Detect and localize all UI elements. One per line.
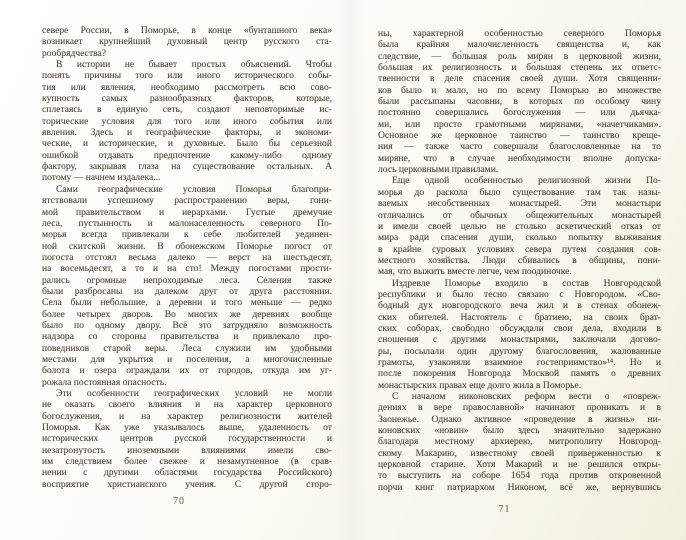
- text-line: Села были небольшие, а деревни и того меньше — редко: [42, 297, 332, 309]
- text-line: ческие, и исторические, и духовные. Было бы серьезной: [42, 138, 332, 150]
- page-number-left: 70: [173, 496, 185, 507]
- page-left-text: [42, 25, 332, 490]
- text-line: мая, что выжить вместе легче, чем поодиночке.: [378, 266, 572, 278]
- text-line: коновских «новин» было здесь значительно задержано: [378, 425, 661, 437]
- text-line: торические условия для того или иного события или: [42, 115, 332, 127]
- text-line: республики и было тесно связано с Новгородом. «Сво-: [378, 288, 661, 300]
- text-line: в крайне суровых условиях севера путем создания сов-: [378, 243, 661, 255]
- text-line: благодаря местному архиерею, митрополиту Новгород-: [378, 436, 661, 448]
- text-line: бо́льшая их религиозность и бо́льшая степень их ответс-: [378, 62, 661, 74]
- text-line: исторических центров русской государственности и: [42, 433, 332, 445]
- text-line: дениях в вере православной» начинают проникать и в: [378, 402, 661, 414]
- text-line: ских соборах, свободно обсуждали свои дела, входили в: [378, 322, 661, 334]
- text-line: порчи книг патриархом Никоном, всё же, вернувшись: [378, 481, 661, 493]
- text-line: рообрядчества?: [42, 47, 107, 59]
- text-line: миряне, что в случае необходимости вполне допуска-: [378, 152, 661, 164]
- text-line: рались огромные непроходимые леса. Селения также: [42, 274, 332, 286]
- text-line: ятствовали успешному распространению веры, гони-: [42, 195, 332, 207]
- text-line: погоста отстоял весьма далеко — верст на шестьдесят,: [42, 251, 332, 263]
- text-line: бодный дух новгородского веча жил и в стенах обонеж-: [378, 300, 661, 312]
- text-line: морья до раскола было существование там так назы-: [378, 186, 661, 198]
- text-line: явления. Здесь и географические факторы, и экономи-: [42, 127, 332, 139]
- text-line: возникает крупнейший духовный центр русского ста-: [42, 36, 332, 48]
- text-line: твенности в деле спасения своей души. Хотя священни-: [378, 73, 661, 85]
- text-line: Заонежье. Однако активное «проведение в жизнь» ни-: [378, 413, 661, 425]
- text-line: морья всегда привлекали к себе любителей уединен-: [42, 229, 332, 241]
- text-line: фактору, закрывая глаза на существование остальных. А: [42, 161, 332, 173]
- text-line: были разбросаны на далеком друг от друга расстоянии.: [42, 285, 332, 297]
- text-line: постоянно совершались богослужения — или дьячка-: [378, 107, 661, 119]
- text-line: лось церковными правилами.: [378, 164, 499, 176]
- text-line: следствие, — бо́льшая роль мирян в церковной жизни,: [378, 50, 661, 62]
- text-line: более четырех дворов. Во многих же деревнях вообще: [42, 308, 332, 320]
- text-line: поведников старой веры. Леса служили им удобными: [42, 342, 332, 354]
- text-line: Издревле Поморье входило в состав Новгородской: [392, 277, 661, 289]
- text-line: и имели своей целью не столько аскетический отказ от: [378, 220, 661, 232]
- text-line: монастырских правах еще долго жила в Поморье.: [378, 379, 582, 391]
- text-line: ны, характерной особенностью северного Поморья: [378, 28, 661, 39]
- text-line: было по одному двору. Всё это затрудняло возможность: [42, 319, 332, 331]
- text-line: ошибкой отдавать предпочтение какому-либо одному: [42, 149, 332, 161]
- text-line: рожала постоянная опасность.: [42, 376, 167, 388]
- text-line: мой правительством и иерархами. Густые дремучие: [42, 206, 332, 218]
- text-line: не оказать своего влияния и на характер церковного: [42, 399, 332, 411]
- text-line: потому — начнем издалека...: [42, 172, 161, 184]
- page-gutter: [334, 0, 368, 540]
- text-line: ских обителей. Настоятель с братиею, на своих брат-: [378, 311, 661, 323]
- text-line: купность самых разнообразных факторов, которые,: [42, 93, 332, 105]
- text-line: севере России, в Поморье, в конце «бунташного века»: [42, 25, 332, 36]
- text-line: ми, или просто грамотными мирянами, «начетчиками».: [378, 118, 661, 130]
- page-number-right: 71: [498, 504, 511, 515]
- text-line: отличались от обычных общежительных монастырей: [378, 209, 661, 221]
- text-line: понять причины того или иного исторического собы-: [42, 70, 332, 82]
- text-line: Эти особенности географических условий не могли: [56, 388, 332, 399]
- text-line: грамоты, узаконяли взаимное гостеприимство»¹⁴. Но и: [378, 356, 661, 368]
- page-right-text: [378, 28, 661, 493]
- text-line: на восемьдесят, а то и на сто! Между погостами прости-: [42, 263, 332, 275]
- text-line: после покорения Новгорода Москвой память о древних: [378, 368, 661, 380]
- text-line: С началом никоновских реформ вести о «повреж-: [392, 391, 661, 402]
- text-line: была крайняя малочисленность священства и, как: [378, 39, 661, 51]
- text-line: Еще одной особенностью религиозной жизни По-: [392, 175, 661, 187]
- text-line: болота и озера ограждали их от городов, откуда им уг-: [42, 365, 332, 377]
- text-line: незатронутость иноземными влияниями имели сво-: [42, 444, 332, 456]
- text-line: местного хозяйства. Люди сбивались в общины, пони-: [378, 254, 661, 266]
- text-line: ваемых несобственных монастырей. Эти монастыри: [378, 198, 661, 210]
- text-line: ной скитской жизни. В обонежском Поморье погост от: [42, 240, 332, 252]
- text-line: леса, пустынность и малонаселенность северного По-: [42, 217, 332, 229]
- text-line: Поморья. Как уже указывалось выше, удаленность от: [42, 422, 332, 434]
- text-line: надзора со стороны правительства и привлекало про-: [42, 331, 332, 343]
- text-line: были рассыпаны часовни, в которых по особому чину: [378, 96, 661, 108]
- text-line: ния — также часто совершали благословленные на то: [378, 141, 661, 153]
- text-line: мира ради спасения души, сколько попытку выживания: [378, 232, 661, 244]
- text-line: Сами географические условия Поморья благопри-: [56, 183, 332, 195]
- text-line: сплетаясь в единую сеть, создают неповторимые ис-: [42, 104, 332, 116]
- text-line: тия или явления, необходимо рассмотреть всю сово-: [42, 81, 332, 93]
- text-line: нении с другими областями государства Российского): [42, 467, 332, 479]
- text-line: В истории не бывает простых объяснений. Чтобы: [56, 59, 332, 71]
- text-line: скому Макарию, известному своей приверженностью к: [378, 447, 661, 459]
- text-line: церковной старине. Хотя Макарий и не решился откры-: [378, 459, 661, 471]
- text-line: ков было и мало, но по всему Поморью во множестве: [378, 84, 661, 96]
- text-line: им следствием более свежее и незамутненное (в срав-: [42, 456, 332, 468]
- text-line: богослужения, и на характер религиозности жителей: [42, 410, 332, 422]
- text-line: ры, посылали один другому благословения, жалованные: [378, 345, 661, 357]
- text-line: местами для укрытия и поселения, а многочисленные: [42, 353, 332, 365]
- text-line: сношения с другими монастырями, заключали догово-: [378, 334, 661, 346]
- text-line: Основное же церковное таинство — таинство креще-: [378, 130, 661, 142]
- text-line: восприятие христианского учения. С другой сторо-: [42, 478, 332, 490]
- text-line: то выступить на соборе 1654 года против откровенной: [378, 470, 661, 482]
